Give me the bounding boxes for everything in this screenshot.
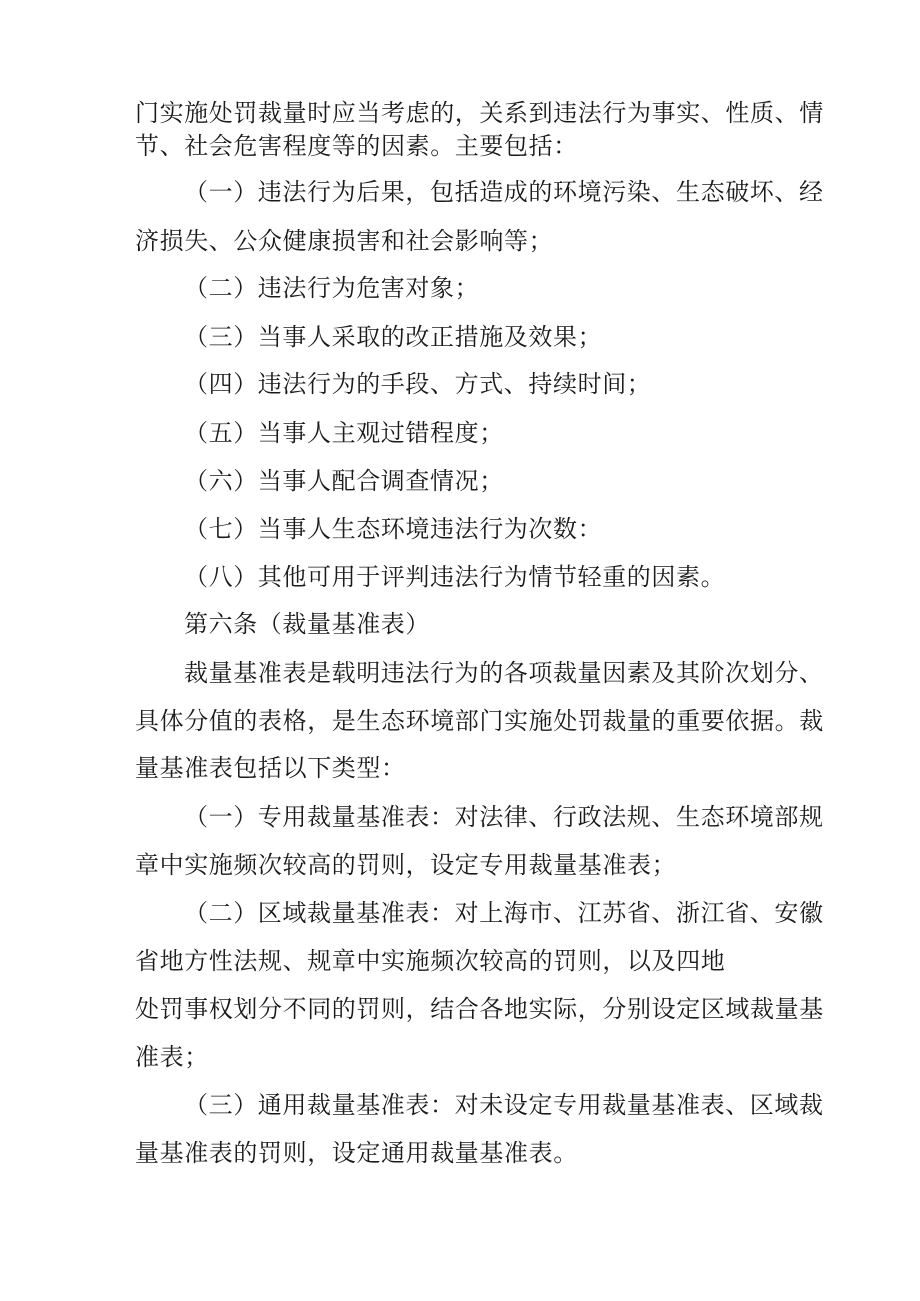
text-line: 章中实施频次较高的罚则，设定专用裁量基准表； (135, 851, 677, 879)
list-item: （二）区域裁量基准表：对上海市、江苏省、浙江省、安徽 (184, 899, 824, 927)
article-heading: 第六条（裁量基准表） (184, 610, 430, 638)
text-line: 门实施处罚裁量时应当考虑的，关系到违法行为事实、性质、情 (135, 99, 824, 127)
list-item: （三）通用裁量基准表：对未设定专用裁量基准表、区域裁 (184, 1091, 824, 1119)
list-item: （一）违法行为后果，包括造成的环境污染、生态破坏、经 (184, 178, 824, 206)
text-line: 省地方性法规、规章中实施频次较高的罚则，以及四地 (135, 947, 726, 975)
list-item: （四）违法行为的手段、方式、持续时间； (184, 370, 652, 398)
text-line: 量基准表的罚则，设定通用裁量基准表。 (135, 1139, 578, 1167)
list-item: （五）当事人主观过错程度； (184, 419, 504, 447)
list-item: （六）当事人配合调查情况； (184, 467, 504, 495)
list-item: （七）当事人生态环境违法行为次数： (184, 515, 603, 543)
text-line: 具体分值的表格，是生态环境部门实施处罚裁量的重要依据。裁 (135, 707, 824, 735)
text-line: 节、社会危害程度等的因素。主要包括： (135, 132, 578, 160)
list-item: （三）当事人采取的改正措施及效果； (184, 323, 603, 351)
text-line: 济损失、公众健康损害和社会影响等； (135, 227, 554, 255)
text-line: 量基准表包括以下类型： (135, 754, 406, 782)
text-line: 处罚事权划分不同的罚则，结合各地实际，分别设定区域裁量基 (135, 995, 824, 1023)
list-item: （一）专用裁量基准表：对法律、行政法规、生态环境部规 (184, 803, 824, 831)
list-item: （二）违法行为危害对象； (184, 274, 480, 302)
list-item: （八）其他可用于评判违法行为情节轻重的因素。 (184, 563, 726, 591)
text-line: 准表； (135, 1043, 209, 1071)
text-line: 裁量基准表是载明违法行为的各项裁量因素及其阶次划分、 (184, 659, 824, 687)
